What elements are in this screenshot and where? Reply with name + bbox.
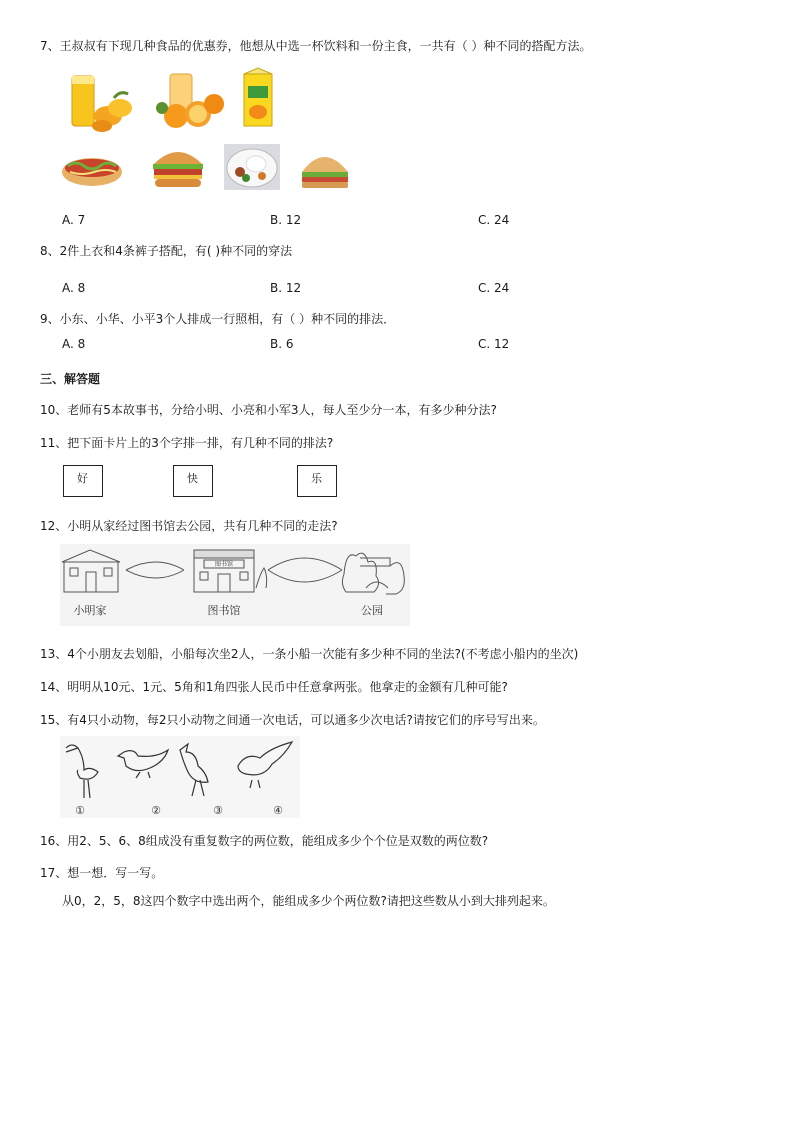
park-label: 公园 <box>361 604 383 617</box>
hot-dog-image <box>60 146 124 190</box>
mango-juice-image <box>62 68 134 134</box>
q7-option-b[interactable]: B. 12 <box>270 213 302 227</box>
section-title: 三、解答题 <box>40 372 101 386</box>
question-13-text: 13、4个小朋友去划船，小船每次坐2人，一条小船一次能有多少种不同的坐法?(不考虑小船内的坐次) <box>40 647 579 661</box>
orange-juice-image <box>156 70 226 130</box>
card-le-char: 乐 <box>311 472 322 485</box>
q9-option-a[interactable]: A. 8 <box>62 337 86 351</box>
card-le <box>297 465 337 497</box>
library-label: 图书馆 <box>207 604 241 617</box>
question-10-text: 10、老师有5本故事书，分给小明、小亮和小军3人，每人至少分一本，有多少种分法? <box>40 403 497 417</box>
card-hao-char: 好 <box>77 472 88 485</box>
question-17-text: 17、想一想．写一写。 <box>40 866 164 880</box>
q9-option-b[interactable]: B. 6 <box>270 337 294 351</box>
question-15-text: 15、有4只小动物，每2只小动物之间通一次电话，可以通多少次电话?请按它们的序号写出来。 <box>40 713 545 727</box>
q8-option-b[interactable]: B. 12 <box>270 281 302 295</box>
question-14-text: 14、明明从10元、1元、5角和1角四张人民币中任意拿两张。他拿走的金额有几种可能? <box>40 680 508 694</box>
question-17-subtext: 从0，2，5，8这四个数字中选出两个，能组成多少个两位数?请把这些数从小到大排列起来。 <box>62 894 555 908</box>
juice-box-image <box>240 68 276 128</box>
question-7-text: 7、王叔叔有下现几种食品的优惠券，他想从中选一杯饮料和一份主食，一共有（ ）种不同的搭配方法。 <box>40 39 592 53</box>
animals-figure <box>60 736 300 818</box>
home-label: 小明家 <box>73 604 107 617</box>
animal-label-4: ④ <box>273 804 283 817</box>
library-sign-text: 图书馆 <box>214 561 234 568</box>
q7-option-c[interactable]: C. 24 <box>478 213 510 227</box>
q8-option-c[interactable]: C. 24 <box>478 281 510 295</box>
rice-plate-image <box>224 144 280 190</box>
animal-label-3: ③ <box>213 804 223 817</box>
sandwich-image <box>298 144 352 190</box>
card-kuai <box>173 465 213 497</box>
question-9-text: 9、小东、小华、小平3个人排成一行照相，有（ ）种不同的排法． <box>40 312 396 326</box>
animal-label-1: ① <box>75 804 85 817</box>
route-diagram <box>60 544 410 626</box>
q7-option-a[interactable]: A. 7 <box>62 213 86 227</box>
card-hao <box>63 465 103 497</box>
q8-option-a[interactable]: A. 8 <box>62 281 86 295</box>
card-kuai-char: 快 <box>187 472 198 485</box>
question-16-text: 16、用2、5、6、8组成没有重复数字的两位数，能组成多少个个位是双数的两位数? <box>40 834 489 848</box>
question-8-text: 8、2件上衣和4条裤子搭配，有( )种不同的穿法 <box>40 244 293 258</box>
animal-label-2: ② <box>151 804 161 817</box>
question-12-text: 12、小明从家经过图书馆去公园，共有几种不同的走法? <box>40 519 338 533</box>
q9-option-c[interactable]: C. 12 <box>478 337 510 351</box>
burger-image <box>150 144 206 190</box>
question-11-text: 11、把下面卡片上的3个字排一排，有几种不同的排法? <box>40 436 334 450</box>
